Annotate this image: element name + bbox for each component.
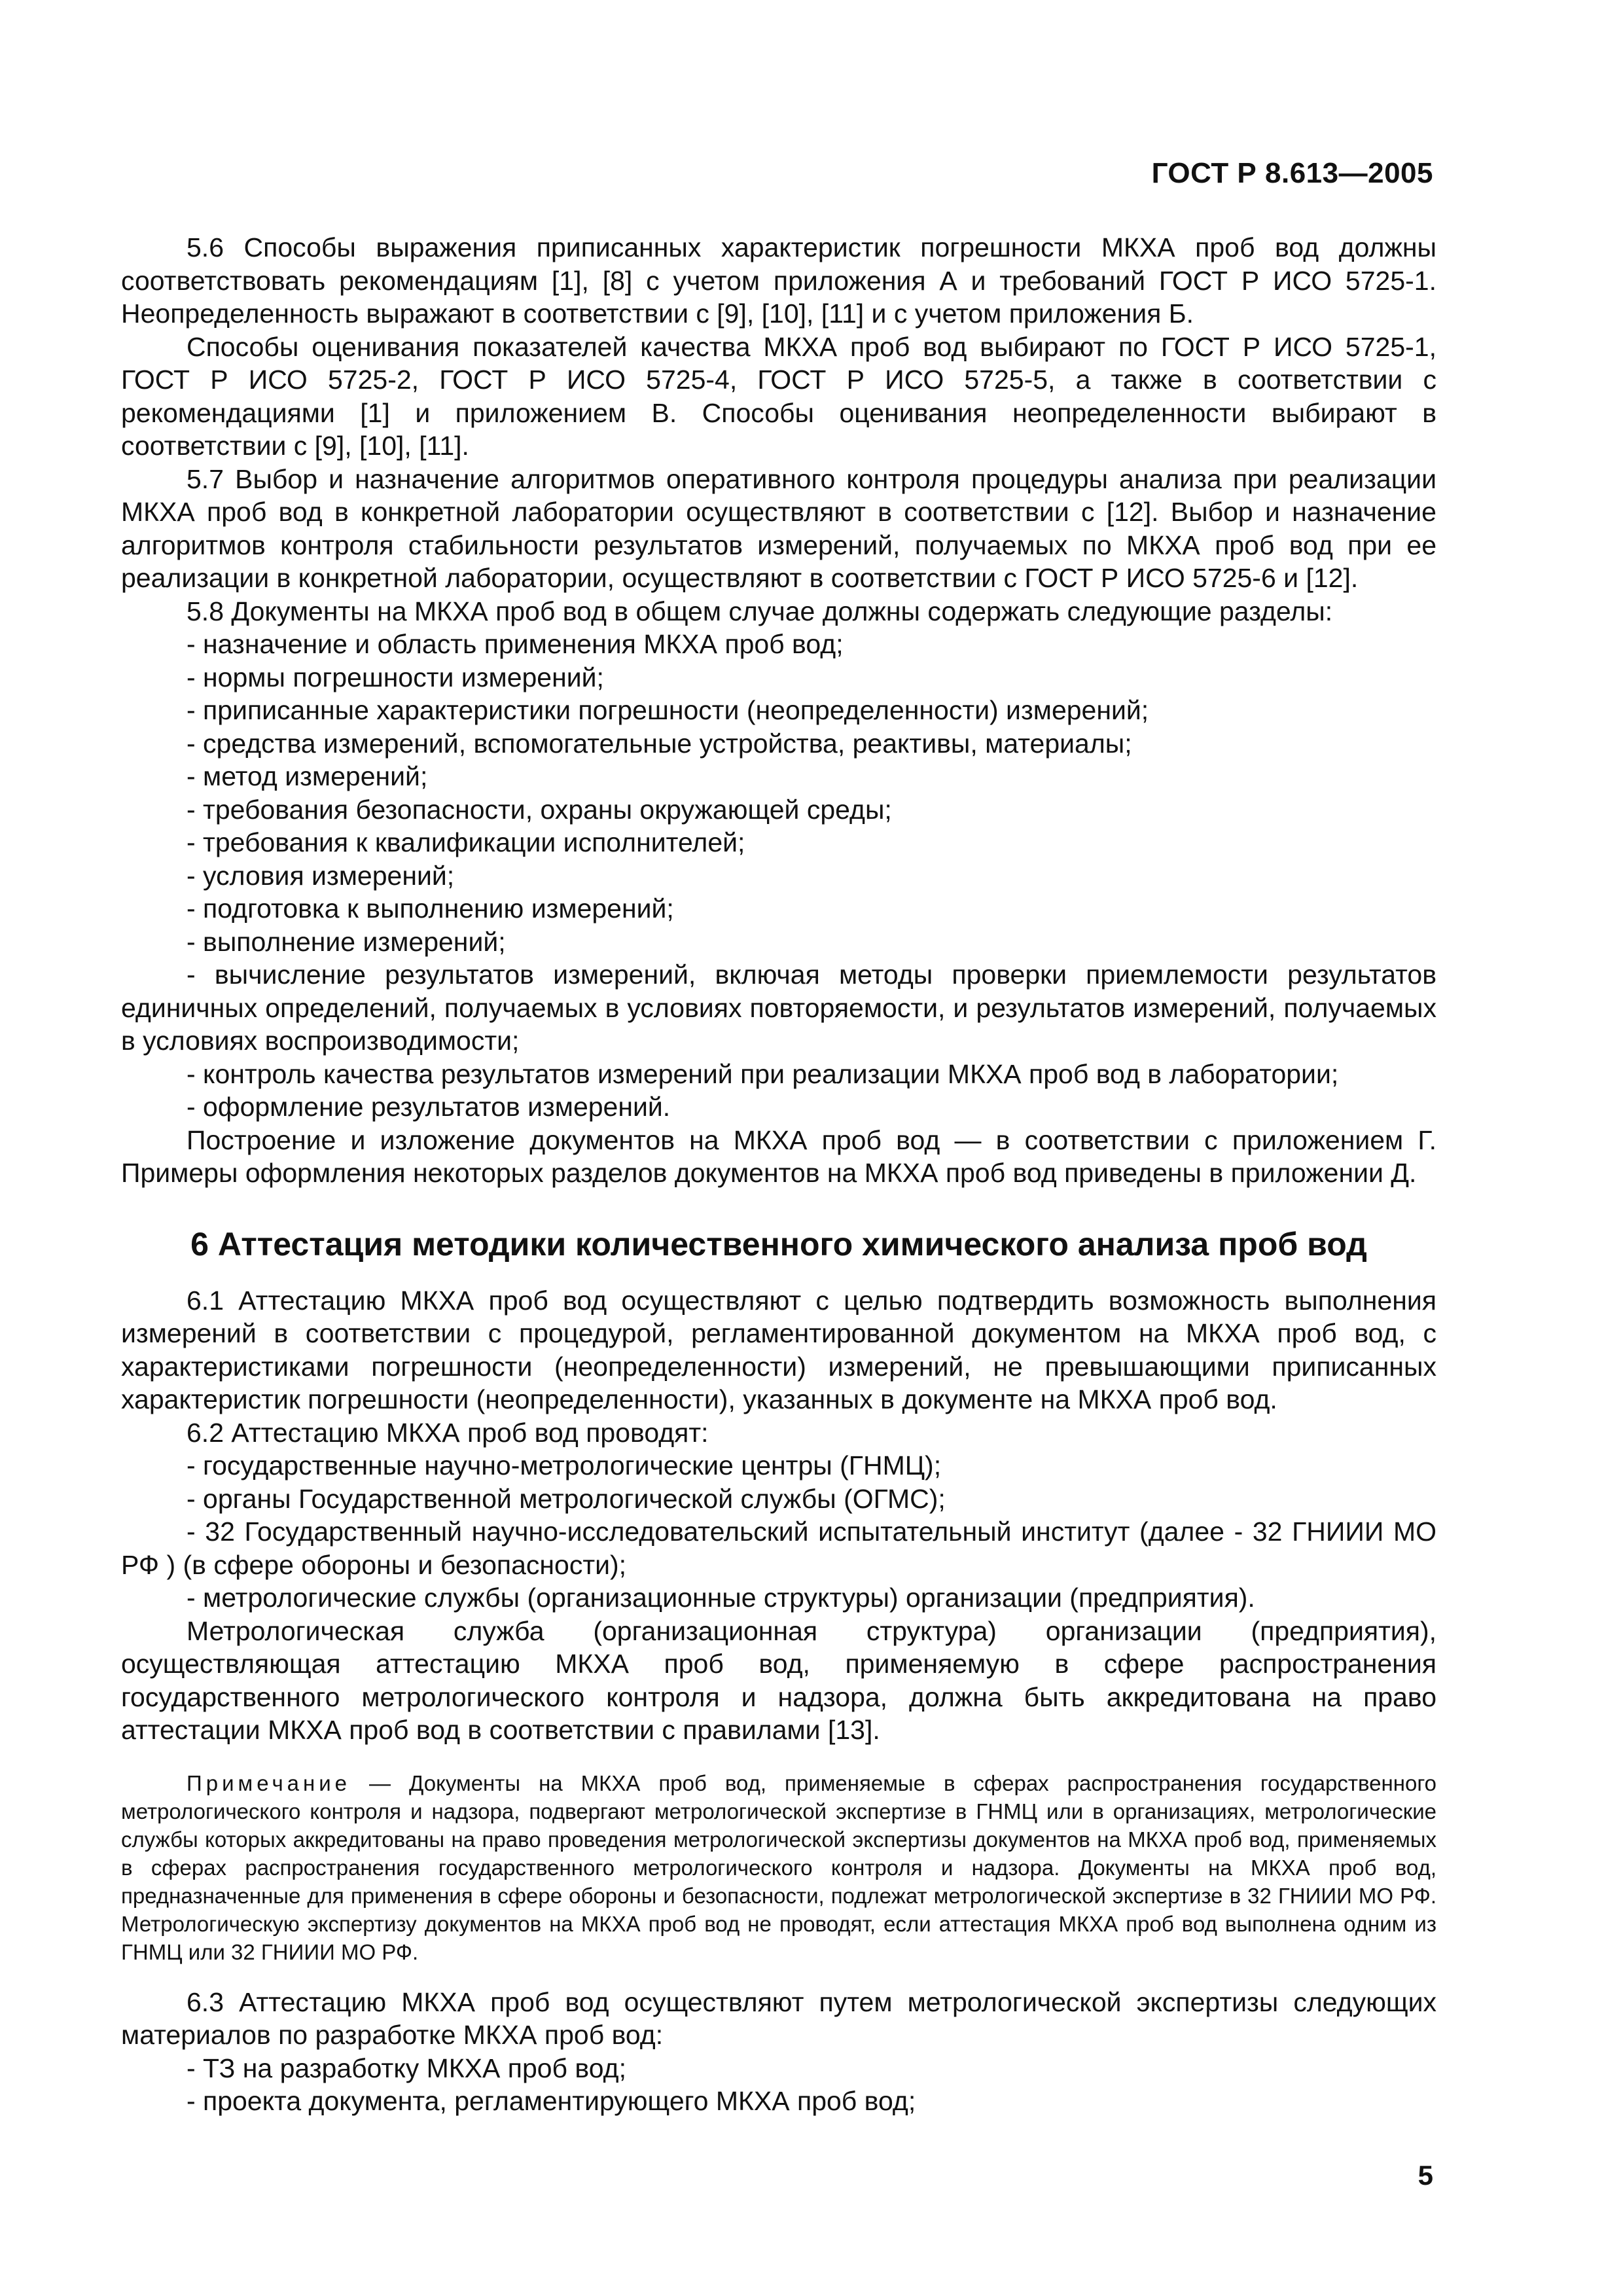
list-item: - средства измерений, вспомогательные устройства, реактивы, материалы; bbox=[187, 728, 1132, 759]
list-item: - контроль качества результатов измерений при реализации МКХА проб вод в лаборатории; bbox=[187, 1058, 1339, 1089]
paragraph-5-8-intro: 5.8 Документы на МКХА проб вод в общем случае должны содержать следующие разделы: bbox=[187, 596, 1333, 626]
list-item: - приписанные характеристики погрешности (неопределенности) измерений; bbox=[187, 695, 1149, 725]
note-label: Примечание bbox=[187, 1770, 351, 1795]
document-number-header: ГОСТ Р 8.613—2005 bbox=[1151, 157, 1433, 189]
list-item: - подготовка к выполнению измерений; bbox=[187, 893, 674, 924]
list-item: - метод измерений; bbox=[187, 761, 428, 791]
paragraph-6-3: 6.3 Аттестацию МКХА проб вод осуществляют путем метрологической экспертизы следующих материалов по разработке МКХА проб вод: bbox=[121, 1986, 1436, 2050]
page-body bbox=[121, 231, 1436, 2118]
list-item: - 32 Государственный научно-исследовательский испытательный институт (далее - 32 ГНИИИ МО РФ ) (в сфере обороны и безопасности); bbox=[121, 1516, 1436, 1580]
list-item: - условия измерений; bbox=[187, 860, 455, 891]
list-item: - государственные научно-метрологические центры (ГНМЦ); bbox=[187, 1450, 942, 1480]
list-item: - метрологические службы (организационные структуры) организации (предприятия). bbox=[187, 1583, 1255, 1613]
list-item: - выполнение измерений; bbox=[187, 926, 506, 957]
list-item: - проекта документа, регламентирующего МКХА проб вод; bbox=[187, 2086, 916, 2116]
paragraph-5-6: 5.6 Способы выражения приписанных характеристик погрешности МКХА проб вод должны соответствовать рекомендациям [1], [8] с учетом приложения А и требований ГОСТ Р ИСО 5725-1. Неопределенность выражают в соответствии с [9], [10], [11] и с учетом приложения Б. bbox=[121, 232, 1436, 329]
paragraph-5-8-closing: Построение и изложение документов на МКХА проб вод — в соответствии с приложением Г. Примеры оформления некоторых разделов документов на МКХА проб вод приведены в приложении Д. bbox=[121, 1124, 1436, 1188]
list-item: - требования безопасности, охраны окружающей среды; bbox=[187, 794, 892, 825]
list-item: - требования к квалификации исполнителей; bbox=[187, 827, 745, 857]
note-block bbox=[121, 1769, 1436, 1966]
paragraph-5-7: 5.7 Выбор и назначение алгоритмов оперативного контроля процедуры анализа при реализации МКХА проб вод в конкретной лаборатории осуществляют в соответствии с [12]. Выбор и назначение алгоритмов контроля стабильности результатов измерений, получаемых по МКХА проб вод при ее реализации в конкретной лаборатории, осуществляют в соответствии с ГОСТ Р ИСО 5725-6 и [12]. bbox=[121, 463, 1436, 593]
list-item: - вычисление результатов измерений, включая методы проверки приемлемости результатов единичных определений, получаемых в условиях повторяемости, и результатов измерений, получаемых в условиях воспроизводимости; bbox=[121, 960, 1436, 1056]
list-item: - ТЗ на разработку МКХА проб вод; bbox=[187, 2053, 626, 2083]
list-item: - назначение и область применения МКХА проб вод; bbox=[187, 629, 844, 659]
list-item: - органы Государственной метрологической службы (ОГМС); bbox=[187, 1483, 946, 1514]
paragraph-6-2-tail: Метрологическая служба (организационная структура) организации (предприятия), осуществляющая аттестацию МКХА проб вод, применяемую в сфере распространения государственного метрологического контроля и надзора, должна быть аккредитована на право аттестации МКХА проб вод в соответствии с правилами [13]. bbox=[121, 1615, 1436, 1745]
paragraph-6-2-intro: 6.2 Аттестацию МКХА проб вод проводят: bbox=[187, 1417, 709, 1448]
paragraph-5-6-methods: Способы оценивания показателей качества МКХА проб вод выбирают по ГОСТ Р ИСО 5725-1, ГОСТ Р ИСО 5725-2, ГОСТ Р ИСО 5725-4, ГОСТ Р ИСО 5725-5, а также в соответствии с рекомендациями [1] и приложением В. Способы оценивания неопределенности выбирают в соответствии с [9], [10], [11]. bbox=[121, 331, 1436, 461]
list-item: - оформление результатов измерений. bbox=[187, 1092, 671, 1122]
page-number: 5 bbox=[1418, 2160, 1433, 2191]
paragraph-6-1: 6.1 Аттестацию МКХА проб вод осуществляют с целью подтвердить возможность выполнения измерений в соответствии с процедурой, регламентированной документом на МКХА проб вод, с характеристиками погрешности (неопределенности) измерений, не превышающими приписанных характеристик погрешности (неопределенности), указанных в документе на МКХА проб вод. bbox=[121, 1285, 1436, 1414]
note-text: — Документы на МКХА проб вод, применяемые в сферах распространения государственного метрологического контроля и надзора, подвергают метрологической экспертизе в ГНМЦ или в организациях, метрологические службы которых аккредитованы на право проведения метрологической экспертизы документов на МКХА проб вод, применяемых в сферах распространения государственного метрологического контроля и надзора. Документы на МКХА проб вод, предназначенные для применения в сфере обороны и безопасности, подлежат метрологической экспертизе в 32 ГНИИИ МО РФ. Метрологическую экспертизу документов на МКХА проб вод не проводят, если аттестация МКХА проб вод выполнена одним из ГНМЦ или 32 ГНИИИ МО РФ. bbox=[121, 1770, 1436, 1964]
list-item: - нормы погрешности измерений; bbox=[187, 662, 604, 692]
section-6-heading: 6 Аттестация методики количественного химического анализа проб вод bbox=[190, 1225, 1367, 1263]
